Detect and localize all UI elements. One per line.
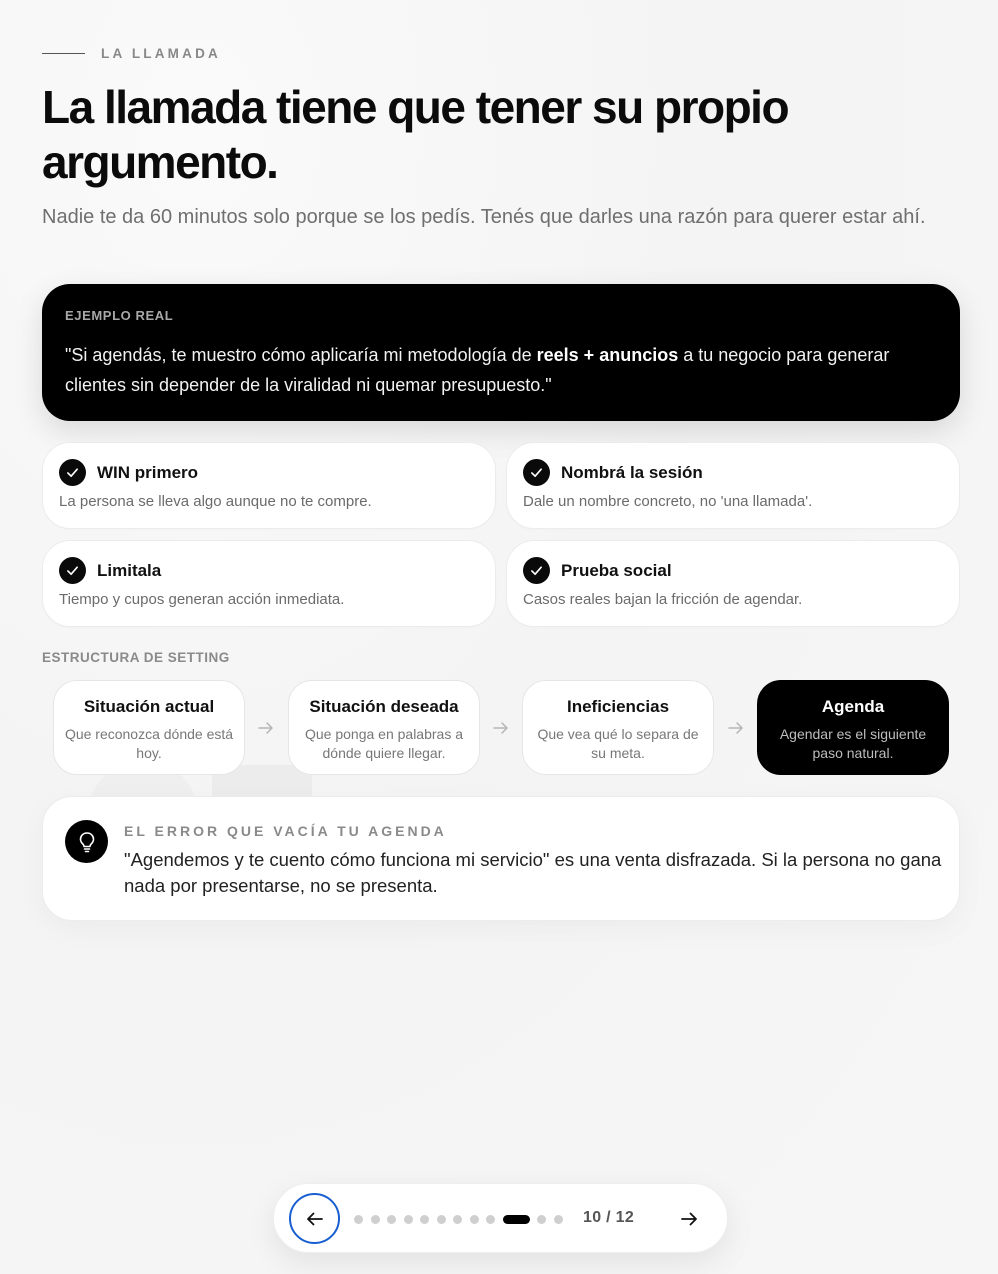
step-desc: Agendar es el siguiente paso natural.: [779, 726, 927, 761]
example-quote-end: a tu negocio para generar clientes sin depender de la viralidad ni quemar presupuesto.": [65, 345, 890, 395]
check-icon: [59, 557, 86, 584]
tip-card-name-session: [506, 442, 960, 529]
next-slide-button[interactable]: [671, 1201, 707, 1237]
tip-card-desc: Casos reales bajan la fricción de agendar.: [523, 591, 803, 608]
example-quote-highlight: reels + anuncios: [536, 345, 679, 365]
arrow-left-icon: [305, 1209, 325, 1229]
step-title: Agenda: [821, 697, 885, 716]
arrow-right-icon: [257, 719, 275, 737]
page-dot[interactable]: [437, 1215, 446, 1224]
slide-pagination: [273, 1183, 728, 1253]
eyebrow-label: LA LLAMADA: [101, 46, 221, 61]
page-dot[interactable]: [404, 1215, 413, 1224]
step-title: Situación deseada: [309, 697, 459, 716]
check-icon: [523, 557, 550, 584]
page-dot[interactable]: [470, 1215, 479, 1224]
tip-card-title: Limitala: [97, 560, 162, 580]
section-eyebrow: [42, 46, 221, 61]
step-title: Situación actual: [83, 697, 215, 716]
tip-card-win: [42, 442, 496, 529]
page-counter: 10 / 12: [583, 1209, 635, 1226]
tip-card-title: Prueba social: [561, 560, 672, 580]
arrow-right-icon: [727, 719, 745, 737]
step-current-situation: [53, 680, 245, 775]
step-title: Ineficiencias: [566, 697, 670, 716]
page-dot[interactable]: [554, 1215, 563, 1224]
check-icon: [523, 459, 550, 486]
page-dot-active[interactable]: [503, 1215, 530, 1224]
tip-card-title: WIN primero: [97, 462, 199, 482]
tip-card-desc: Dale un nombre concreto, no 'una llamada'.: [523, 493, 813, 510]
error-callout: [42, 796, 960, 921]
tip-card-social-proof: [506, 540, 960, 627]
step-agenda: [757, 680, 949, 775]
step-desc: Que reconozca dónde está hoy.: [64, 726, 234, 761]
arrow-right-icon: [492, 719, 510, 737]
example-card: [42, 284, 960, 421]
prev-slide-button[interactable]: [289, 1193, 340, 1244]
page-dot[interactable]: [486, 1215, 495, 1224]
step-inefficiencies: [522, 680, 714, 775]
example-quote: [65, 340, 937, 400]
lightbulb-icon: [65, 820, 108, 863]
page-dot[interactable]: [420, 1215, 429, 1224]
tip-card-title: Nombrá la sesión: [561, 462, 703, 482]
check-icon: [59, 459, 86, 486]
example-label: EJEMPLO REAL: [65, 308, 174, 323]
page-dot[interactable]: [537, 1215, 546, 1224]
example-quote-start: "Si agendás, te muestro cómo aplicaría mi metodología de: [65, 345, 537, 365]
page-title: La llamada tiene que tener su propio argumento.: [42, 81, 789, 188]
pagination-dots: [354, 1215, 563, 1224]
eyebrow-divider: [42, 53, 85, 54]
page-dot[interactable]: [371, 1215, 380, 1224]
page-subtitle: Nadie te da 60 minutos solo porque se los pedís. Tenés que darles una razón para querer estar ahí.: [42, 206, 926, 228]
arrow-right-icon: [679, 1209, 699, 1229]
error-desc: "Agendemos y te cuento cómo funciona mi servicio" es una venta disfrazada. Si la persona no gana nada por presentarse, no se presenta.: [124, 849, 942, 896]
tip-card-desc: La persona se lleva algo aunque no te compre.: [59, 493, 372, 510]
step-desc: Que ponga en palabras a dónde quiere llegar.: [304, 726, 463, 761]
step-desired-situation: [288, 680, 480, 775]
tip-card-limit: [42, 540, 496, 627]
tip-card-desc: Tiempo y cupos generan acción inmediata.: [59, 591, 345, 608]
page-dot[interactable]: [453, 1215, 462, 1224]
error-title: EL ERROR QUE VACÍA TU AGENDA: [124, 823, 447, 839]
page-dot[interactable]: [387, 1215, 396, 1224]
structure-label: ESTRUCTURA DE SETTING: [42, 650, 230, 665]
page-dot[interactable]: [354, 1215, 363, 1224]
step-desc: Que vea qué lo separa de su meta.: [537, 726, 699, 761]
